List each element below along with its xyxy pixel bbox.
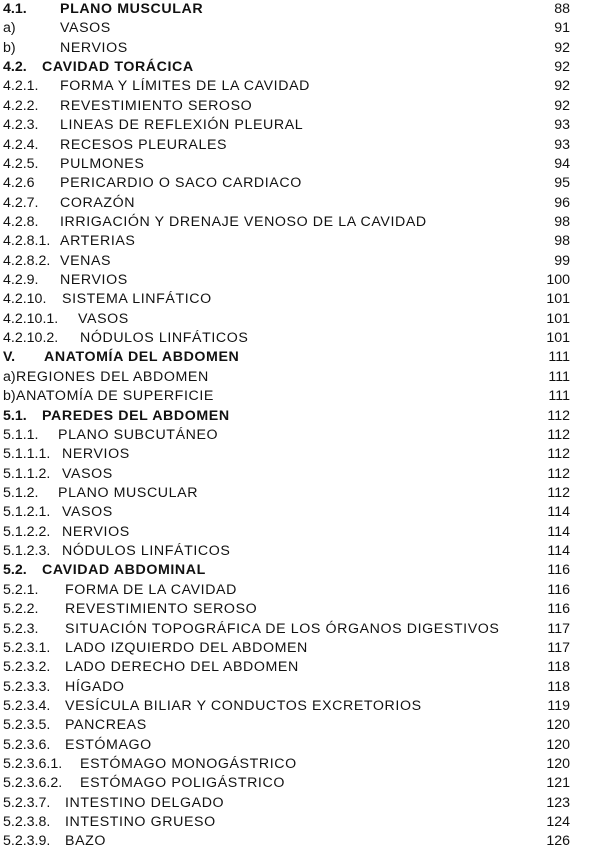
toc-entry-number: 4.1. [3,1,27,17]
toc-entry-number: 5.1.1.2. [3,465,51,482]
toc-entry-page-number: 123 [546,794,570,811]
toc-entry-page-number: 92 [554,59,570,76]
toc-entry-title: PLANO SUBCUTÁNEO [58,426,219,443]
toc-entry-number: 5.2.3. [3,620,39,637]
toc-entry-number: 5.2.3.6.1. [3,756,63,773]
toc-entry-title: NERVIOS [60,39,128,56]
toc-entry-page-number: 94 [554,155,570,172]
toc-entry-title: VASOS [78,310,129,327]
toc-entry-page-number: 117 [547,639,570,656]
toc-entry-title: REVESTIMIENTO SEROSO [65,601,258,618]
toc-entry-title: ESTÓMAGO [65,736,152,753]
toc-entry-page-number: 95 [554,175,570,192]
toc-entry-number: 4.2.2. [3,97,39,114]
toc-entry-title: HÍGADO [65,678,125,695]
toc-entry-page-number: 111 [548,388,570,405]
toc-entry [0,19,600,38]
toc-entry-page-number: 101 [546,291,570,308]
toc-entry [0,116,600,135]
toc-entry [0,426,600,445]
toc-entry [0,232,600,251]
toc-entry [0,310,600,329]
toc-entry-number: 4.2.5. [3,155,39,172]
toc-entry-title: VASOS [62,504,113,521]
toc-entry [0,445,600,464]
toc-entry-number: 5.1.2.3. [3,543,51,560]
toc-entry-number: 5.2.1. [3,581,39,598]
toc-entry-page-number: 112 [547,485,570,501]
toc-entry-page-number: 116 [547,581,570,598]
toc-entry-page-number: 99 [554,252,570,269]
toc-entry [0,658,600,677]
toc-entry [0,58,600,77]
toc-entry-title: REGIONES DEL ABDOMEN [16,368,209,385]
toc-entry-title: ARTERIAS [60,233,136,250]
toc-entry-title: NERVIOS [62,523,130,540]
toc-entry-title: LADO IZQUIERDO DEL ABDOMEN [65,639,308,656]
toc-entry-number: 4.2.9. [3,272,39,289]
toc-entry-page-number: 92 [554,97,570,114]
toc-entry-page-number: 101 [546,310,570,327]
toc-entry [0,774,600,793]
toc-entry-title: NÓDULOS LINFÁTICOS [62,543,231,560]
toc-entry [0,213,600,232]
toc-entry [0,755,600,774]
toc-entry [0,484,600,503]
toc-entry-page-number: 101 [546,330,570,347]
toc-entry [0,407,600,426]
toc-entry [0,387,600,406]
toc-entry-number: 5.2.3.1. [3,639,51,656]
toc-entry-number: 5.1. [3,407,27,424]
toc-entry-title: PERICARDIO O SACO CARDIACO [60,175,302,192]
toc-entry-number: 4.2.1. [3,78,39,95]
toc-entry-number: 4.2.8.1. [3,233,51,250]
toc-entry-number: 5.1.2.1. [3,504,51,521]
toc-entry-number: 4.2.7. [3,194,39,211]
toc-entry-number: 5.1.2.2. [3,523,51,540]
toc-entry-title: ANATOMÍA DE SUPERFICIE [16,388,214,405]
toc-entry-title: IRRIGACIÓN Y DRENAJE VENOSO DE LA CAVIDAD [60,213,427,230]
toc-entry-number: 5.2.3.7. [3,794,51,811]
toc-entry-title: VASOS [62,465,113,482]
toc-entry-title: REVESTIMIENTO SEROSO [60,97,253,114]
toc-entry [0,697,600,716]
toc-entry-title: NERVIOS [62,446,130,463]
toc-entry-number: 4.2.8.2. [3,252,51,269]
toc-entry-number: b) [3,39,16,56]
toc-entry [0,523,600,542]
toc-entry-number: 5.2.3.9. [3,833,51,850]
toc-entry-title: PAREDES DEL ABDOMEN [42,407,230,424]
toc-entry-page-number: 116 [547,601,570,618]
toc-entry-title: CAVIDAD TORÁCICA [42,59,194,76]
toc-entry-page-number: 124 [546,814,570,831]
toc-entry-page-number: 116 [547,562,570,579]
toc-entry-title: PANCREAS [65,717,147,734]
toc-entry-title: LADO DERECHO DEL ABDOMEN [65,659,299,676]
toc-entry [0,348,600,367]
toc-entry-page-number: 92 [554,78,570,95]
toc-entry-title: PLANO MUSCULAR [60,1,204,17]
toc-entry-number: 4.2.10.2. [3,330,59,347]
toc-entry [0,639,600,658]
toc-entry [0,561,600,580]
toc-entry-page-number: 118 [547,678,570,695]
toc-entry-title: INTESTINO GRUESO [65,814,216,831]
toc-entry-number: 4.2.6 [3,175,35,192]
toc-entry-number: 5.2.3.8. [3,814,51,831]
toc-entry-page-number: 112 [547,465,570,482]
toc-entry-page-number: 121 [546,775,570,792]
toc-entry-number: 4.2.3. [3,117,39,134]
toc-entry-number: b) [3,388,16,405]
toc-entry-number: 5.2.2. [3,601,39,618]
toc-entry-page-number: 91 [554,20,570,37]
toc-entry [0,329,600,348]
toc-entry-page-number: 112 [547,426,570,443]
toc-entry-number: a) [3,20,16,37]
toc-entry [0,620,600,639]
toc-entry-number: 4.2. [3,59,27,76]
toc-entry-page-number: 93 [554,117,570,134]
toc-entry-title: FORMA Y LÍMITES DE LA CAVIDAD [60,78,310,95]
toc-entry-title: SITUACIÓN TOPOGRÁFICA DE LOS ÓRGANOS DIGESTIVOS [65,620,500,637]
toc-entry-page-number: 100 [546,272,570,289]
toc-entry-page-number: 114 [547,543,570,560]
toc-entry-number: V. [3,349,16,366]
toc-entry-title: BAZO [65,833,107,850]
toc-entry [0,194,600,213]
toc-entry-title: NÓDULOS LINFÁTICOS [80,330,249,347]
toc-entry-number: 5.2.3.5. [3,717,51,734]
toc-entry [0,503,600,522]
toc-entry-number: 5.2.3.6. [3,736,51,753]
toc-entry-title: NERVIOS [60,272,128,289]
toc-entry [0,252,600,271]
toc-entry-number: 5.1.1.1. [3,446,51,463]
toc-entry [0,465,600,484]
toc-entry [0,77,600,96]
toc-entry-page-number: 96 [554,194,570,211]
toc-entry-page-number: 98 [554,233,570,250]
toc-entry-number: 5.2.3.6.2. [3,775,63,792]
toc-entry [0,794,600,813]
toc-entry-title: ANATOMÍA DEL ABDOMEN [44,349,240,366]
toc-entry-page-number: 112 [547,407,570,424]
toc-entry-number: 4.2.10.1. [3,310,59,327]
toc-entry-number: a) [3,368,16,385]
toc-entry-page-number: 111 [548,349,570,366]
toc-entry [0,581,600,600]
toc-entry [0,155,600,174]
toc-entry-page-number: 117 [547,620,570,637]
toc-entry [0,174,600,193]
toc-entry-number: 4.2.8. [3,213,39,230]
toc-entry-page-number: 111 [548,368,570,385]
toc-entry-number: 5.2.3.2. [3,659,51,676]
toc-entry-page-number: 93 [554,136,570,153]
toc-entry-title: VESÍCULA BILIAR Y CONDUCTOS EXCRETORIOS [65,697,422,714]
toc-entry-number: 5.2.3.4. [3,697,51,714]
toc-entry [0,832,600,851]
toc-entry-number: 5.2.3.3. [3,678,51,695]
toc-entry-number: 5.2. [3,562,27,579]
toc-entry-page-number: 92 [554,39,570,56]
toc-entry [0,290,600,309]
toc-entry [0,600,600,619]
toc-entry-page-number: 98 [554,213,570,230]
toc-entry-page-number: 120 [546,736,570,753]
toc-entry [0,813,600,832]
toc-entry [0,542,600,561]
toc-entry [0,39,600,58]
toc-entry-title: PULMONES [60,155,145,172]
toc-entry-title: LINEAS DE REFLEXIÓN PLEURAL [60,117,304,134]
toc-entry [0,678,600,697]
toc-entry-title: ESTÓMAGO POLIGÁSTRICO [80,775,285,792]
toc-entry-page-number: 120 [546,717,570,734]
toc-entry-title: CAVIDAD ABDOMINAL [42,562,206,579]
toc-entry-title: FORMA DE LA CAVIDAD [65,581,237,598]
toc-entry [0,368,600,387]
toc-entry-page-number: 112 [547,446,570,463]
toc-entry [0,716,600,735]
toc-entry [0,97,600,116]
toc-entry-page-number: 126 [546,833,570,850]
toc-entry-title: PLANO MUSCULAR [58,485,199,501]
toc-entry [0,0,600,19]
toc-entry-title: RECESOS PLEURALES [60,136,228,153]
toc-entry-page-number: 114 [547,504,570,521]
toc-entry-number: 5.1.2. [3,485,39,501]
toc-entry-page-number: 88 [554,1,570,17]
toc-entry-number: 5.1.1. [3,426,39,443]
toc-entry [0,736,600,755]
toc-entry-title: CORAZÓN [60,194,136,211]
toc-entry-title: SISTEMA LINFÁTICO [62,291,212,308]
toc-entry [0,136,600,155]
toc-entry-title: VENAS [60,252,112,269]
toc-entry-title: VASOS [60,20,111,37]
toc-entry-page-number: 114 [547,523,570,540]
toc-entry-title: INTESTINO DELGADO [65,794,225,811]
toc-entry-title: ESTÓMAGO MONOGÁSTRICO [80,756,297,773]
toc-entry-number: 4.2.10. [3,291,47,308]
toc-entry-page-number: 119 [547,697,570,714]
toc-entry-number: 4.2.4. [3,136,39,153]
toc-entry-page-number: 118 [547,659,570,676]
toc-entry [0,271,600,290]
toc-entry-page-number: 120 [546,756,570,773]
